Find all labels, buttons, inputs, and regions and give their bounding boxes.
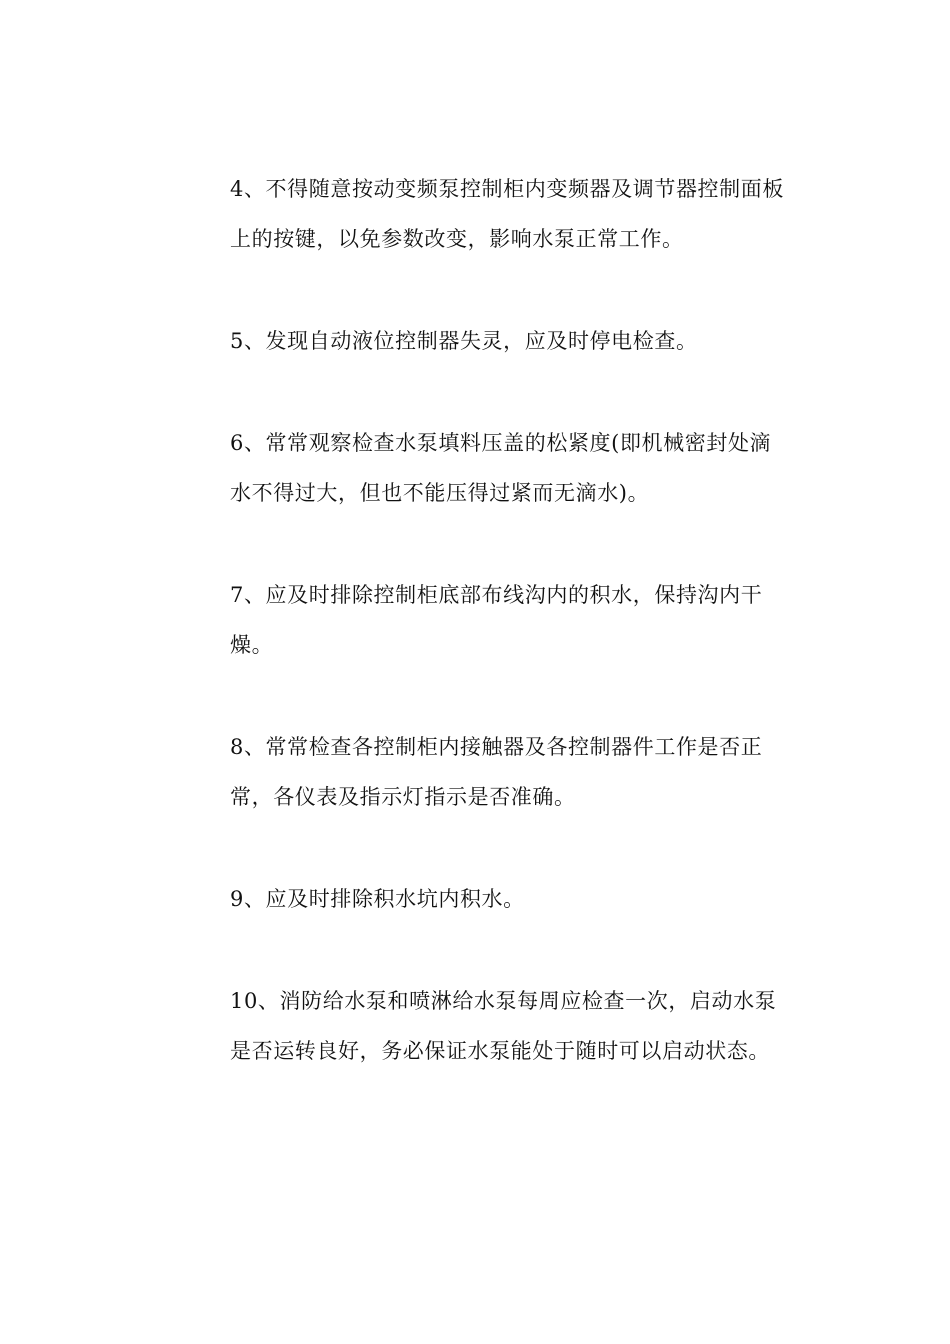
paragraph-item-8 xyxy=(150,722,800,822)
paragraph-line: 10、消防给水泵和喷淋给水泵每周应检查一次，启动水泵 xyxy=(230,989,777,1013)
paragraph-line: 6、常常观察检查水泵填料压盖的松紧度(即机械密封处滴 xyxy=(230,431,772,455)
paragraph-line: 上的按键，以免参数改变，影响水泵正常工作。 xyxy=(230,227,684,251)
document-body xyxy=(150,164,800,1128)
paragraph-line: 5、发现自动液位控制器失灵，应及时停电检查。 xyxy=(230,329,698,353)
paragraph-item-10 xyxy=(150,976,800,1076)
paragraph-item-5 xyxy=(150,316,800,366)
paragraph-line: 是否运转良好，务必保证水泵能处于随时可以启动状态。 xyxy=(230,1039,770,1063)
paragraph-item-7 xyxy=(150,570,800,670)
paragraph-line: 常，各仪表及指示灯指示是否准确。 xyxy=(230,785,576,809)
paragraph-line: 水不得过大，但也不能压得过紧而无滴水)。 xyxy=(230,481,650,505)
paragraph-line: 燥。 xyxy=(230,633,274,657)
paragraph-line: 4、不得随意按动变频泵控制柜内变频器及调节器控制面板 xyxy=(230,177,784,201)
paragraph-line: 8、常常检查各控制柜内接触器及各控制器件工作是否正 xyxy=(230,735,763,759)
paragraph-item-6 xyxy=(150,418,800,518)
paragraph-line: 9、应及时排除积水坑内积水。 xyxy=(230,887,525,911)
paragraph-line: 7、应及时排除控制柜底部布线沟内的积水，保持沟内干 xyxy=(230,583,763,607)
paragraph-item-9 xyxy=(150,874,800,924)
paragraph-item-4 xyxy=(150,164,800,264)
